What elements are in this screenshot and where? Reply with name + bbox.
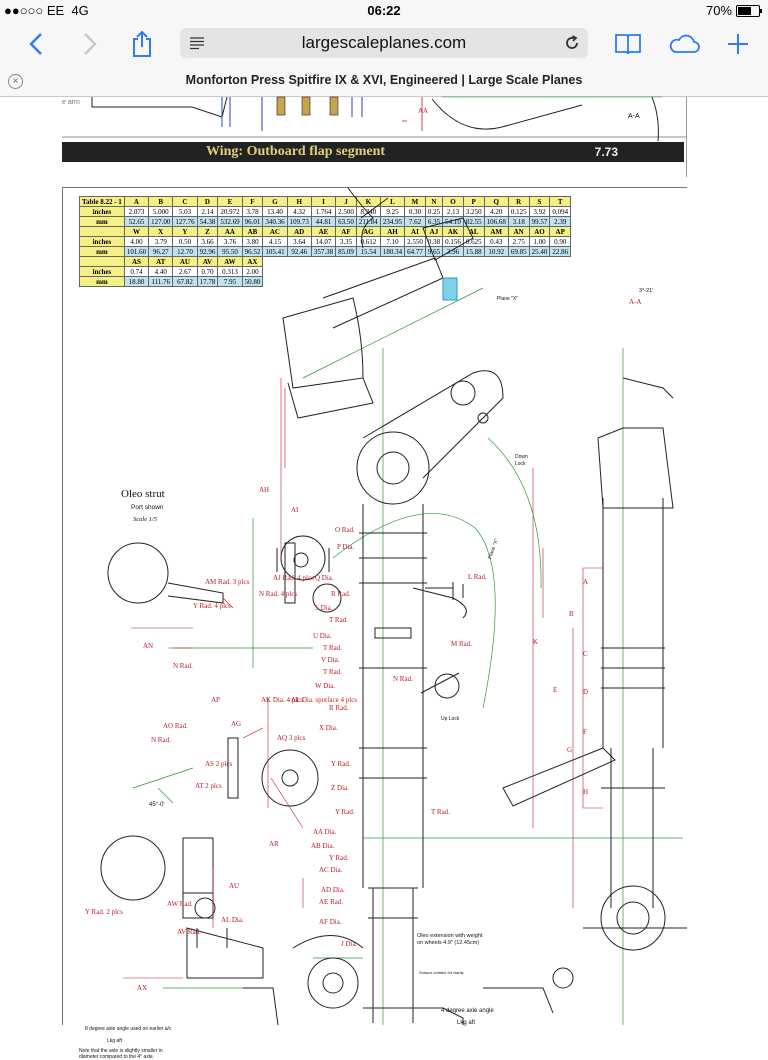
table-cell: 1.00 bbox=[529, 237, 550, 247]
table-cell: 106.68 bbox=[484, 217, 508, 227]
dimension-label: L Rad. bbox=[468, 573, 487, 581]
dimension-label: AK Dia. 4 plcs bbox=[261, 696, 303, 704]
battery-percent: 70% bbox=[705, 3, 732, 18]
table-cell: 211.84 bbox=[356, 217, 380, 227]
row-label: mm bbox=[80, 277, 125, 287]
table-cell: 4.40 bbox=[149, 267, 173, 277]
battery-icon bbox=[736, 5, 760, 17]
table-cell: AT bbox=[149, 257, 173, 267]
table-cell: J bbox=[336, 197, 357, 207]
table-cell: AJ bbox=[425, 227, 442, 237]
table-cell: 6.35 bbox=[425, 217, 442, 227]
dimension-label: U Dia. bbox=[313, 632, 332, 640]
table-cell: 7.62 bbox=[405, 217, 426, 227]
url-text[interactable]: largescaleplanes.com bbox=[301, 33, 467, 52]
table-cell: B bbox=[149, 197, 173, 207]
table-cell: 9.25 bbox=[380, 207, 404, 217]
dimension-label: AS 2 plcs bbox=[205, 760, 233, 768]
dimension-label: A bbox=[583, 578, 589, 586]
row-label: inches bbox=[80, 237, 125, 247]
table-cell: 3.92 bbox=[529, 207, 550, 217]
bookmarks-icon bbox=[614, 32, 642, 56]
drawing-scale: Scale 1/5 bbox=[133, 516, 158, 523]
table-cell: 0.30 bbox=[405, 207, 426, 217]
table-cell: AO bbox=[529, 227, 550, 237]
dimension-label: P Dia. bbox=[337, 543, 355, 551]
new-tab-button[interactable] bbox=[722, 28, 754, 60]
table-cell: AG bbox=[356, 227, 380, 237]
table-cell: 0.156 bbox=[443, 237, 464, 247]
dimension-label: F bbox=[583, 728, 587, 736]
table-cell: 5.03 bbox=[173, 207, 197, 217]
table-cell: AH bbox=[380, 227, 404, 237]
table-cell: L bbox=[380, 197, 404, 207]
table-cell: I bbox=[311, 197, 335, 207]
table-cell: 0.313 bbox=[218, 267, 242, 277]
table-cell: Z bbox=[197, 227, 218, 237]
dimension-label: AL Dia. bbox=[221, 916, 244, 924]
cloud-tabs-icon bbox=[667, 32, 701, 56]
table-cell: 50.80 bbox=[242, 277, 263, 287]
dimension-label: AL Dia. spotface 4 plcs bbox=[291, 696, 358, 704]
table-cell: C bbox=[173, 197, 197, 207]
dimension-label: AM Rad. 3 plcs bbox=[205, 578, 250, 586]
plane-x-label: Plane "X" bbox=[497, 296, 519, 302]
table-cell: 52.65 bbox=[124, 217, 148, 227]
dimension-label: N Rad. bbox=[393, 675, 413, 683]
table-cell: AE bbox=[311, 227, 335, 237]
forward-button[interactable] bbox=[74, 28, 106, 60]
table-cell: AS bbox=[124, 257, 148, 267]
dimension-label: C bbox=[583, 650, 588, 658]
table-cell: 101.60 bbox=[124, 247, 148, 257]
table-cell: 2.67 bbox=[173, 267, 197, 277]
table-cell: 0.50 bbox=[173, 237, 197, 247]
table-cell: 54.38 bbox=[197, 217, 218, 227]
row-label: inches bbox=[80, 267, 125, 277]
table-cell: 3.80 bbox=[242, 237, 263, 247]
table-cell: 5.000 bbox=[149, 207, 173, 217]
share-icon bbox=[131, 30, 153, 58]
dimension-label: Y Rad. 4 plcs bbox=[193, 602, 231, 610]
table-cell: 4.00 bbox=[124, 237, 148, 247]
table-cell: AV bbox=[197, 257, 218, 267]
dimension-label: M Rad. bbox=[451, 640, 472, 648]
frag-label: AA bbox=[418, 107, 429, 115]
table-cell: AM bbox=[484, 227, 508, 237]
dimension-label: X Dia. bbox=[319, 724, 338, 732]
table-cell: 44.81 bbox=[311, 217, 335, 227]
table-cell: AN bbox=[508, 227, 529, 237]
share-button[interactable] bbox=[126, 28, 158, 60]
drawing-title: Oleo strut bbox=[121, 488, 165, 500]
table-cell: 340.36 bbox=[263, 217, 287, 227]
forward-icon bbox=[82, 32, 98, 56]
table-cell: 4.20 bbox=[484, 207, 508, 217]
oleo-strut-drawing bbox=[63, 188, 687, 1025]
dimension-label: AN bbox=[143, 642, 154, 650]
dimension-label: Y Rad. bbox=[335, 808, 355, 816]
table-cell: 12.70 bbox=[173, 247, 197, 257]
table-cell: N bbox=[425, 197, 442, 207]
previous-page-fragment bbox=[62, 97, 687, 177]
tab-bar bbox=[0, 66, 768, 97]
table-cell: S bbox=[529, 197, 550, 207]
table-cell: AW bbox=[218, 257, 242, 267]
table-cell: AU bbox=[173, 257, 197, 267]
table-cell: 127.76 bbox=[173, 217, 197, 227]
battery-status bbox=[706, 3, 760, 18]
previous-page-drawing bbox=[62, 97, 686, 145]
banner-title: Wing: Outboard flap segment bbox=[206, 144, 386, 159]
table-cell: 3.76 bbox=[218, 237, 242, 247]
dimension-label: A-A bbox=[629, 298, 642, 306]
table-cell: 2.550 bbox=[405, 237, 426, 247]
dimension-label: Z Dia. bbox=[331, 784, 349, 792]
dimension-label: AQ 3 plcs bbox=[277, 734, 306, 742]
table-cell: 96.01 bbox=[242, 217, 263, 227]
table-cell: 20.972 bbox=[218, 207, 242, 217]
dimension-label: Q Dia. bbox=[315, 574, 334, 582]
dimension-label: N Rad. bbox=[151, 736, 171, 744]
table-cell: 2.75 bbox=[508, 237, 529, 247]
drawing-subtitle: Port shown bbox=[131, 504, 164, 511]
axle-angle-note-8: 8 degree axle angle used on earlier a/c bbox=[85, 1026, 172, 1032]
row-label: mm bbox=[80, 217, 125, 227]
dimension-label: D bbox=[583, 688, 589, 696]
dimension-label: AB Dia. bbox=[311, 842, 335, 850]
table-cell: 127.00 bbox=[149, 217, 173, 227]
dimension-label: R Rad. bbox=[331, 590, 351, 598]
dimension-label: T Rad. bbox=[329, 616, 348, 624]
table-cell: 532.69 bbox=[218, 217, 242, 227]
dimension-label: K bbox=[533, 638, 539, 646]
row-label: mm bbox=[80, 247, 125, 257]
dimension-label: AH bbox=[259, 486, 270, 494]
banner-page-number: 7.73 bbox=[594, 145, 618, 159]
status-bar bbox=[0, 0, 768, 22]
table-cell: Y bbox=[173, 227, 197, 237]
dimension-label: T Rad. bbox=[431, 808, 450, 816]
table-cell: 2.073 bbox=[124, 207, 148, 217]
table-cell: G bbox=[263, 197, 287, 207]
table-cell: 3.35 bbox=[336, 237, 357, 247]
dimension-label: V Dia. bbox=[321, 656, 340, 664]
table-cell: AL bbox=[463, 227, 484, 237]
table-cell: 92.96 bbox=[197, 247, 218, 257]
table-cell: AI bbox=[405, 227, 426, 237]
table-cell: 1.764 bbox=[311, 207, 335, 217]
table-cell: P bbox=[463, 197, 484, 207]
dimension-label: AX bbox=[137, 984, 148, 992]
table-cell: 96.52 bbox=[242, 247, 263, 257]
table-cell: AK bbox=[443, 227, 464, 237]
table-cell: 22.86 bbox=[550, 247, 571, 257]
table-cell: 2.13 bbox=[443, 207, 464, 217]
table-cell: 0.43 bbox=[484, 237, 508, 247]
table-cell: 0.74 bbox=[124, 267, 148, 277]
carrier: ●●○○○ EE 4G bbox=[4, 3, 89, 18]
back-icon bbox=[28, 32, 44, 56]
table-cell: E bbox=[218, 197, 242, 207]
table-cell: 3.78 bbox=[242, 207, 263, 217]
dimension-label: AO Rad. bbox=[163, 722, 188, 730]
new-tab-icon bbox=[727, 33, 749, 55]
table-cell: 10.92 bbox=[484, 247, 508, 257]
table-cell: 357.38 bbox=[311, 247, 335, 257]
table-cell: 3.64 bbox=[287, 237, 311, 247]
table-cell: AC bbox=[263, 227, 287, 237]
table-cell: 92.46 bbox=[287, 247, 311, 257]
dimension-label: AW Rad. bbox=[167, 900, 193, 908]
dimension-label: AU bbox=[229, 882, 240, 890]
dimension-label: T Rad. bbox=[323, 644, 342, 652]
table-cell: 63.50 bbox=[336, 217, 357, 227]
browser-toolbar bbox=[0, 22, 768, 66]
table-cell: 0.70 bbox=[197, 267, 218, 277]
table-cell: 3.18 bbox=[508, 217, 529, 227]
table-cell: 13.40 bbox=[263, 207, 287, 217]
dimension-label: AP bbox=[211, 696, 220, 704]
table-cell: 96.27 bbox=[149, 247, 173, 257]
table-cell: AD bbox=[287, 227, 311, 237]
dimension-label: AF Dia. bbox=[319, 918, 342, 926]
frag-label: A-A bbox=[628, 113, 640, 120]
dimension-label: AD Dia. bbox=[321, 886, 345, 894]
table-cell: AF bbox=[336, 227, 357, 237]
table-cell: 2.00 bbox=[242, 267, 263, 277]
table-cell: D bbox=[197, 197, 218, 207]
row-label: Table 8.22 - 1 bbox=[80, 197, 125, 207]
table-cell: 85.09 bbox=[336, 247, 357, 257]
dimension-label: AC Dia. bbox=[319, 866, 343, 874]
table-cell: X bbox=[149, 227, 173, 237]
table-cell: 234.95 bbox=[380, 217, 404, 227]
table-cell: 109.73 bbox=[287, 217, 311, 227]
axle-angle-note: 4 degree axle angle bbox=[441, 1008, 494, 1014]
bookmarks-button[interactable] bbox=[612, 28, 644, 60]
table-cell: 8.340 bbox=[356, 207, 380, 217]
table-cell: 54.10 bbox=[443, 217, 464, 227]
dimension-label: AG bbox=[231, 720, 242, 728]
table-cell: 9.65 bbox=[425, 247, 442, 257]
table-cell: 105.41 bbox=[263, 247, 287, 257]
table-cell: 7.10 bbox=[380, 237, 404, 247]
table-cell: AB bbox=[242, 227, 263, 237]
table-cell: A bbox=[124, 197, 148, 207]
table-cell: 0.625 bbox=[463, 237, 484, 247]
dimension-label: E bbox=[553, 686, 558, 694]
table-cell: 3.66 bbox=[197, 237, 218, 247]
table-cell: 25.40 bbox=[529, 247, 550, 257]
table-cell: 3.250 bbox=[463, 207, 484, 217]
scissor-note: Scissor omitted for clarity bbox=[419, 970, 464, 975]
lkg-aft-note-2: Lkg aft bbox=[107, 1038, 123, 1044]
dimension-label: AA Dia. bbox=[313, 828, 337, 836]
lkg-aft-note: Lkg aft bbox=[457, 1020, 476, 1026]
table-cell: 0.90 bbox=[550, 237, 571, 247]
table-cell: 15.88 bbox=[463, 247, 484, 257]
table-cell: AP bbox=[550, 227, 571, 237]
dimension-label: Y Rad. bbox=[331, 760, 351, 768]
address-bar[interactable] bbox=[180, 28, 588, 58]
down-lock-label: Down Lock bbox=[515, 454, 528, 467]
table-cell: O bbox=[443, 197, 464, 207]
table-cell: 14.07 bbox=[311, 237, 335, 247]
table-cell: AA bbox=[218, 227, 242, 237]
table-cell: K bbox=[356, 197, 380, 207]
tab-title[interactable]: Monforton Press Spitfire IX & XVI, Engineered | Large Scale Planes bbox=[185, 73, 583, 87]
table-cell: 3.79 bbox=[149, 237, 173, 247]
dimension-label: O Rad. bbox=[335, 526, 355, 534]
dimension-label: N Rad. bbox=[173, 662, 193, 670]
oleo-strut-page bbox=[62, 187, 687, 1060]
table-cell: 18.80 bbox=[124, 277, 148, 287]
table-cell: 82.55 bbox=[463, 217, 484, 227]
table-cell: 0.38 bbox=[425, 237, 442, 247]
table-cell: F bbox=[242, 197, 263, 207]
table-cell: 0.612 bbox=[356, 237, 380, 247]
table-cell: 4.15 bbox=[263, 237, 287, 247]
axle-note: Note that the axle is slightly smaller in diameter compared to the 4° axle. bbox=[79, 1048, 163, 1060]
table-cell: 64.77 bbox=[405, 247, 426, 257]
dimension-label: AV Rad. bbox=[177, 928, 201, 936]
table-cell: 99.57 bbox=[529, 217, 550, 227]
table-cell: 111.76 bbox=[149, 277, 173, 287]
dimension-label: T Rad. bbox=[323, 668, 342, 676]
dimension-label: S Dia. bbox=[315, 604, 333, 612]
web-content[interactable] bbox=[0, 97, 768, 1060]
page-banner bbox=[62, 142, 684, 162]
close-tab-icon[interactable]: × bbox=[8, 74, 23, 89]
table-cell: 3.96 bbox=[443, 247, 464, 257]
row-label: inches bbox=[80, 207, 125, 217]
plane-x-label-2: Plane "X" bbox=[487, 538, 500, 560]
table-cell: 69.85 bbox=[508, 247, 529, 257]
clock: 06:22 bbox=[367, 3, 401, 18]
oleo-extension-note: Oleo extension with weight on wheels 4.9" (12.45cm) bbox=[417, 933, 483, 946]
table-cell: 0.094 bbox=[550, 207, 571, 217]
dimension-label: N Rad. 4 plcs bbox=[259, 590, 298, 598]
frag-label: e arm bbox=[62, 99, 80, 106]
dimension-label: J Dia. bbox=[341, 940, 358, 948]
table-cell: 4.32 bbox=[287, 207, 311, 217]
table-cell: 2.39 bbox=[550, 217, 571, 227]
table-cell: R bbox=[508, 197, 529, 207]
angle-label: 3°-21' bbox=[639, 288, 654, 294]
dimension-label: B bbox=[569, 610, 574, 618]
back-button[interactable] bbox=[20, 28, 52, 60]
table-cell: Q bbox=[484, 197, 508, 207]
dimension-label: R Rad. bbox=[329, 704, 349, 712]
table-cell: T bbox=[550, 197, 571, 207]
table-cell: 95.50 bbox=[218, 247, 242, 257]
dimension-label: AR bbox=[269, 840, 279, 848]
dimension-label: Y Rad. 2 plcs bbox=[85, 908, 123, 916]
network-type: 4G bbox=[71, 3, 89, 18]
table-cell: 17.78 bbox=[197, 277, 218, 287]
dimension-label: W Dia. bbox=[315, 682, 336, 690]
table-cell: 15.54 bbox=[356, 247, 380, 257]
table-cell: 2.500 bbox=[336, 207, 357, 217]
table-cell: M bbox=[405, 197, 426, 207]
table-cell: 0.25 bbox=[425, 207, 442, 217]
table-cell: 2.14 bbox=[197, 207, 218, 217]
table-cell: W bbox=[124, 227, 148, 237]
dimension-label: H bbox=[583, 788, 589, 796]
up-lock-label: Up Lock bbox=[441, 716, 460, 722]
dimension-label: AE Rad. bbox=[319, 898, 344, 906]
table-cell: 0.125 bbox=[508, 207, 529, 217]
table-cell: 7.95 bbox=[218, 277, 242, 287]
table-cell: H bbox=[287, 197, 311, 207]
dimension-label: Y Rad. bbox=[329, 854, 349, 862]
table-cell: 67.82 bbox=[173, 277, 197, 287]
angle-label: 45°-0' bbox=[149, 802, 165, 808]
table-cell: AX bbox=[242, 257, 263, 267]
dimension-label: AI bbox=[291, 506, 299, 514]
table-cell: 180.34 bbox=[380, 247, 404, 257]
dimension-label: G bbox=[567, 746, 573, 754]
dimension-label: AJ Rad. 4 plcs bbox=[273, 574, 314, 582]
reload-icon[interactable] bbox=[564, 35, 580, 51]
cloud-tabs-button[interactable] bbox=[668, 28, 700, 60]
dimension-label: AT 2 plcs bbox=[195, 782, 222, 790]
